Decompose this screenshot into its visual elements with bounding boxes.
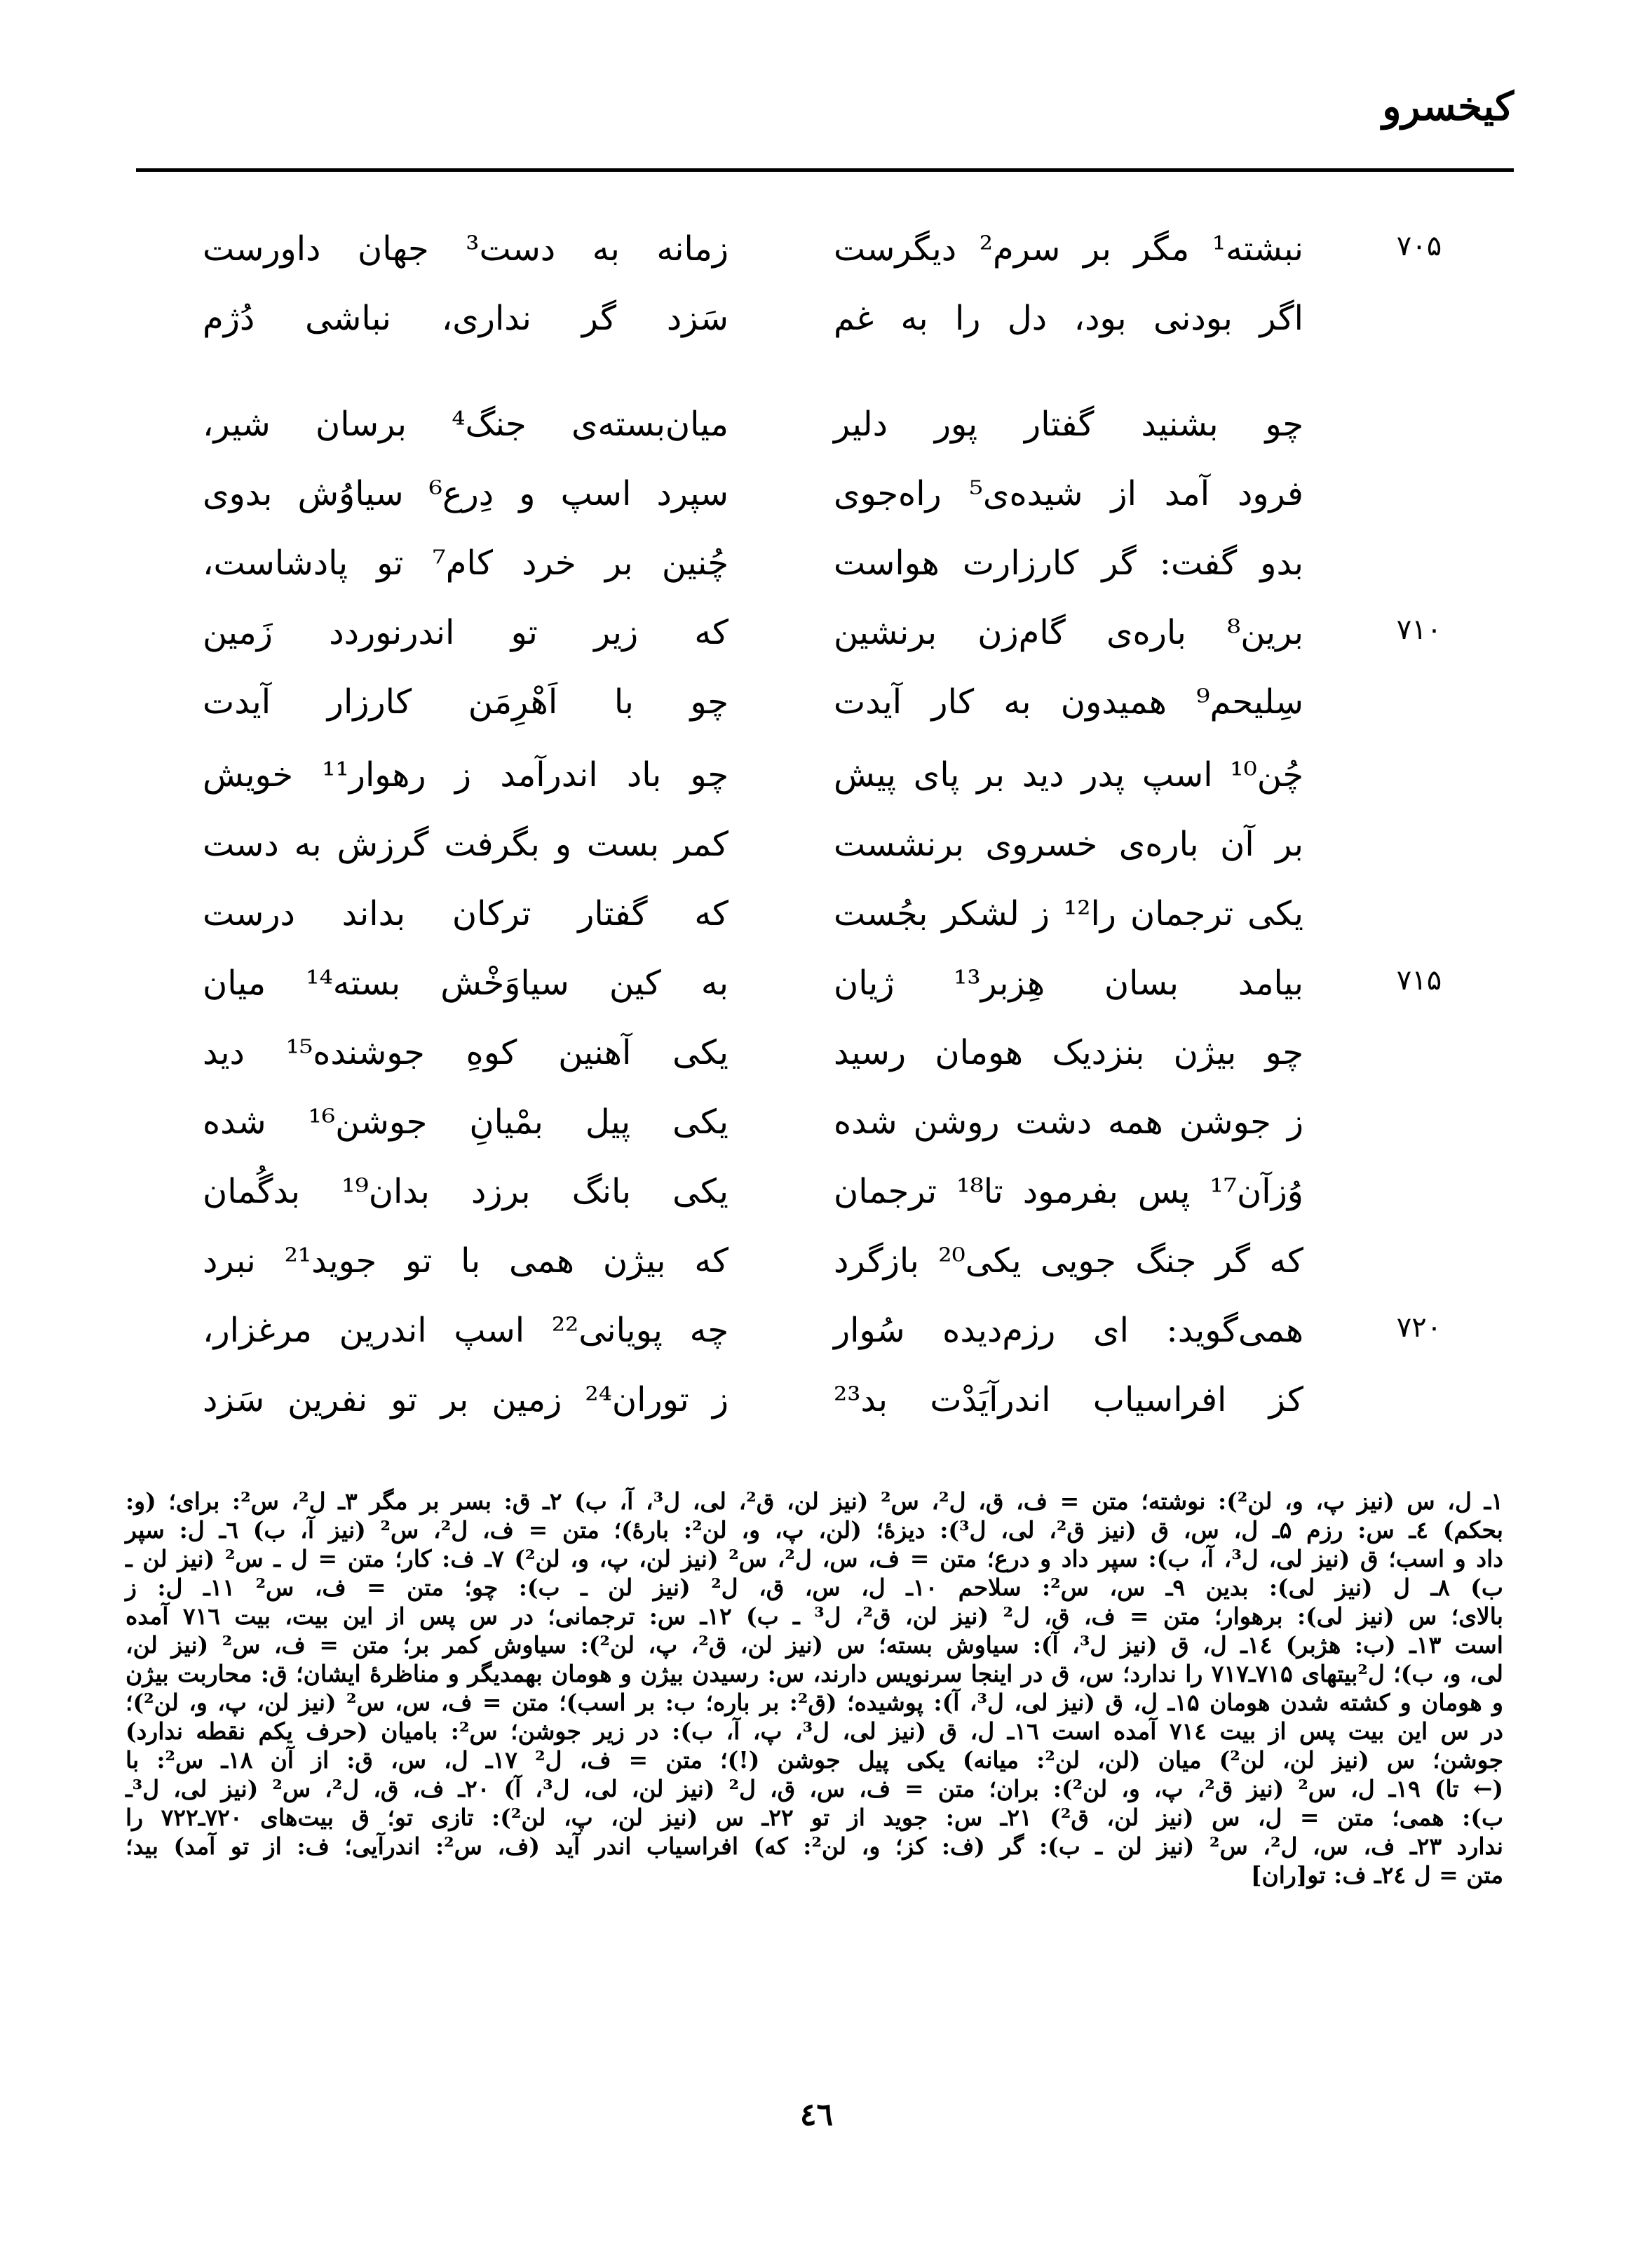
hemistich-first: فرود آمد از شیده‌ی⁵ راه‌جوی [834, 474, 1303, 513]
couplet [0, 1091, 1633, 1160]
couplet [0, 393, 1633, 462]
hemistich-first: کز افراسیاب اندرآیَدْت بد²³ [834, 1380, 1303, 1419]
hemistich-first: نبشته¹ مگر بر سرم² دیگرست [834, 229, 1303, 269]
couplet [0, 813, 1633, 882]
hemistich-second: زمانه به دست³ جهان داورست [203, 229, 729, 269]
couplet [0, 287, 1633, 356]
couplet [0, 1368, 1633, 1438]
chapter-title: کیخسرو [1382, 83, 1514, 130]
couplet [0, 670, 1633, 740]
couplet [0, 743, 1633, 813]
hemistich-first: وُزآن¹⁷ پس بفرمود تا¹⁸ ترجمان [834, 1172, 1303, 1211]
hemistich-first: اگر بودنی بود، دل را به غم [834, 299, 1303, 338]
hemistich-second: میان‌بسته‌ی جنگ⁴ برسان شیر، [203, 405, 729, 444]
hemistich-first: سِلیحم⁹ همیدون به کار آیدت [834, 682, 1303, 722]
hemistich-first: چو بشنید گفتار پور دلیر [834, 405, 1303, 444]
stanza-2 [0, 393, 1633, 740]
footnote-line: در س این بیت پس از بیت ۷۱٤ آمده است ۱٦ـ ل، ق (نیز لی، ل³، پ، آ، ب): در زیر جوشن؛ س²: بامیان (حرف یکم نقطه ندارد) [126, 1717, 1503, 1745]
hemistich-first: ز جوشن همه دشت روشن شده [834, 1102, 1303, 1142]
couplet [0, 217, 1633, 287]
footnote-line: لی، و، ب)؛ ل²بیتهای ۷۱۵ـ۷۱۷ را ندارد؛ س، ق در اینجا سرنویس دارند، س: رسیدن بیژن و هومان بهمدیگر و مناظرهٔ ایشان؛ ق: محاربت بیژن [126, 1660, 1503, 1687]
stanza-3 [0, 743, 1633, 1438]
verse-number: ۷۲۰ [1396, 1311, 1442, 1344]
hemistich-first: بر آن باره‌ی خسروی برنشست [834, 825, 1303, 864]
hemistich-second: که زیر تو اندرنوردد زَمین [203, 613, 729, 652]
footnote-line: (← تا) ۱۹ـ ل، س² (نیز ق²، پ، و، لن²): بران؛ متن = ف، س، ق، ل² (نیز لن، لی، ل³، آ) ۲۰ـ ف، ق، ل²، س² (نیز لی، ل³ـ [126, 1775, 1503, 1802]
hemistich-second: سپرد اسپ و دِرع⁶ سیاوُش بدوی [203, 474, 729, 513]
hemistich-first: چو بیژن بنزدیک هومان رسید [834, 1033, 1303, 1072]
footnote-line: ندارد ۲۳ـ ف، س، ل²، س² (نیز لن ـ ب): گر (ف: کز؛ و، لن²: که) افراسیاب اندر آید (ف، س²: اندرآیی؛ ف: از تو آمد) بید؛ [126, 1832, 1503, 1860]
couplet [0, 1021, 1633, 1091]
verse-number: ۷۱۰ [1396, 614, 1442, 646]
couplet [0, 462, 1633, 532]
hemistich-first: بیامد بسان هِزبر¹³ ژیان [834, 964, 1303, 1003]
hemistich-second: چو باد اندرآمد ز رهوار¹¹ خویش [203, 755, 729, 795]
hemistich-first: همی‌گوید: ای رزم‌دیده سُوار [834, 1311, 1303, 1350]
hemistich-second: به کین سیاوَخْش بسته¹⁴ میان [203, 964, 729, 1003]
hemistich-second: کمر بست و بگرفت گرزش به دست [203, 825, 729, 864]
hemistich-second: که بیژن همی با تو جوید²¹ نبرد [203, 1241, 729, 1281]
footnote-line: ب) ۸ـ ل (نیز لی): بدین ۹ـ س، س²: سلاحم ۱۰ـ ل، س، ق، ل² (نیز لن ـ ب): چو؛ متن = ف، س² ۱۱ـ ل: ز [126, 1574, 1503, 1601]
header-divider [136, 168, 1514, 172]
footnote-line: ۱ـ ل، س (نیز پ، و، لن²): نوشته؛ متن = ف، ق، ل²، س² (نیز لن، ق²، لی، ل³، آ، ب) ۲ـ ق: بسر بر مگر ۳ـ ل²، س²: برای؛ (و: [126, 1487, 1503, 1515]
hemistich-second: چو با اَهْرِمَن کارزار آیدت [203, 682, 729, 722]
stanza-1 [0, 217, 1633, 356]
hemistich-first: بدو گفت: گر کارزارت هواست [834, 544, 1303, 583]
footnote-line: است ۱۳ـ (ب: هژبر) ۱٤ـ ل، ق (نیز ل³، آ): سیاوش بسته؛ س (نیز لن، ق²، پ، لن²): سیاوش کمر بر؛ متن = ف، س² (نیز لن، [126, 1631, 1503, 1659]
hemistich-first: یکی ترجمان را¹² ز لشکر بجُست [834, 894, 1304, 933]
hemistich-second: چه پویانی²² اسپ اندرین مرغزار، [203, 1311, 729, 1350]
footnote-line: متن = ل ۲٤ـ ف: تو[ران] [1250, 1861, 1503, 1889]
couplet [0, 882, 1633, 952]
hemistich-second: یکی آهنین کوهِ جوشنده¹⁵ دید [203, 1033, 729, 1072]
footnote-line: داد و اسب؛ ق (نیز لی، ل³، آ، ب): سپر داد و درع؛ متن = ف، س، ل²، س² (نیز لن، پ، و، لن²) ۷ـ ف: کار؛ متن = ل ـ س² (نیز لن ـ [126, 1545, 1503, 1572]
footnotes-apparatus [126, 1487, 1503, 1889]
footnote-line: ب): همی؛ متن = ل، س (نیز لن، ق²) ۲۱ـ س: جوید از تو ۲۲ـ س (نیز لن، پ، لن²): تازی تو؛ ق بیت‌های ۷۲۰ـ۷۲۲ را [126, 1804, 1504, 1831]
couplet [0, 952, 1633, 1021]
page-number: ٤٦ [799, 2097, 834, 2133]
hemistich-second: یکی بانگ برزد بدان¹⁹ بدگُمان [203, 1172, 729, 1211]
couplet [0, 1160, 1633, 1229]
footnote-line: و هومان و کشته شدن هومان ۱۵ـ ل، ق (نیز لی، ل³، آ): پوشیده؛ (ق²: بر باره؛ ب: بر اسب)؛ متن = ف، س، س² (نیز لن، پ، و، لن²)؛ [126, 1689, 1503, 1716]
couplet [0, 1229, 1633, 1299]
hemistich-first: برین⁸ باره‌ی گام‌زن برنشین [834, 613, 1303, 652]
hemistich-first: چُن¹⁰ اسپ پدر دید بر پای پیش [834, 755, 1303, 795]
couplet [0, 1299, 1633, 1368]
verse-number: ۷۱۵ [1396, 964, 1442, 997]
hemistich-second: ز توران²⁴ زمین بر تو نفرین سَزد [203, 1380, 729, 1419]
hemistich-first: که گر جنگ جویی یکی²⁰ بازگرد [834, 1241, 1304, 1281]
hemistich-second: چُنین بر خرد کام⁷ تو پادشاست، [203, 544, 729, 583]
hemistich-second: سَزد گر نداری، نباشی دُژم [203, 299, 729, 338]
couplet [0, 601, 1633, 670]
hemistich-second: یکی پیل بمْیانِ جوشن¹⁶ شده [203, 1102, 729, 1142]
couplet [0, 532, 1633, 601]
footnote-line: بحکم) ٤ـ س: رزم ۵ـ ل، س، ق (نیز ق²، لی، ل³): دیزهٔ؛ (لن، پ، و، لن²: بارهٔ)؛ متن = ف، ل²، س² (نیز آ، ب) ٦ـ ل: سپر [126, 1516, 1503, 1544]
footnote-line: بالای؛ س (نیز لی): برهوار؛ متن = ف، ق، ل² (نیز لن، ق²، ل³ ـ ب) ۱۲ـ س: ترجمانی؛ در س پس از این بیت، بیت ۷۱٦ آمده [126, 1602, 1503, 1630]
footnote-line: جوشن؛ س (نیز لن، لن²) میان (لن، لن²: میانه) یکی پیل جوشن (!)؛ متن = ف، ل² ۱۷ـ ل، س، ق: از آن ۱۸ـ س²: با [126, 1746, 1503, 1774]
verse-number: ۷۰۵ [1396, 230, 1442, 262]
hemistich-second: که گفتار ترکان بداند درست [203, 894, 729, 933]
